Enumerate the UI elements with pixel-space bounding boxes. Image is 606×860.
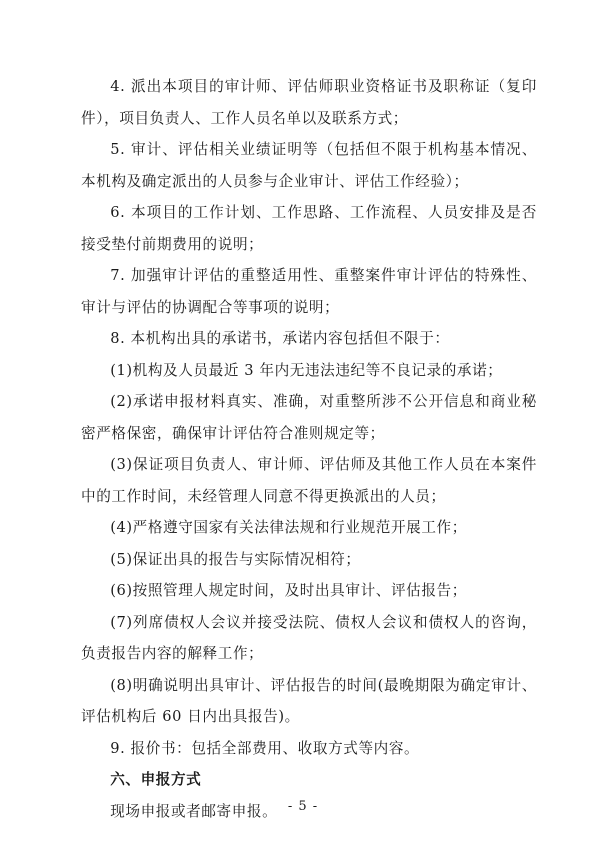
paragraph-item-8: 8. 本机构出具的承诺书，承诺内容包括但不限于： [110, 330, 450, 347]
paragraph-item-6: 6. 本项目的工作计划、工作思路、工作流程、人员安排及是否接受垫付前期费用的说明； [81, 204, 537, 253]
paragraph-item-7: 7. 加强审计评估的重整适用性、重整案件审计评估的特殊性、审计与评估的协调配合等事项的说明； [81, 267, 537, 316]
commitment-item-1: (1)机构及人员最近 3 年内无违法违纪等不良记录的承诺； [110, 361, 503, 379]
paragraph-item-4: 4. 派出本项目的审计师、评估师职业资格证书及职称证（复印件），项目负责人、工作人员名单以及联系方式； [81, 78, 537, 127]
page-number: - 5 - [287, 799, 319, 814]
commitment-item-6: (6)按照管理人规定时间，及时出具审计、评估报告； [110, 582, 467, 599]
commitment-item-2: (2)承诺申报材料真实、准确，对重整所涉不公开信息和商业秘密严格保密，确保审计评估符合准则规定等； [81, 393, 537, 442]
commitment-item-5: (5)保证出具的报告与实际情况相符； [110, 550, 361, 568]
paragraph-item-9: 9. 报价书：包括全部费用、收取方式等内容。 [110, 739, 420, 757]
commitment-item-4: (4)严格遵守国家有关法律法规和行业规范开展工作； [110, 519, 467, 536]
commitment-item-7: (7)列席债权人会议并接受法院、债权人会议和债权人的咨询，负责报告内容的解释工作； [81, 613, 537, 662]
commitment-item-8: (8)明确说明出具审计、评估报告的时间(最晚期限为确定审计、评估机构后 60 日内出具报告)。 [81, 676, 537, 725]
commitment-item-3: (3)保证项目负责人、审计师、评估师及其他工作人员在本案件中的工作时间，未经管理人同意不得更换派出的人员； [81, 456, 537, 505]
section-body: 现场申报或者邮寄申报。 [110, 802, 278, 820]
section-heading: 六、申报方式 [110, 771, 202, 788]
document-body [81, 71, 537, 827]
paragraph-item-5: 5. 审计、评估相关业绩证明等（包括但不限于机构基本情况、本机构及确定派出的人员参与企业审计、评估工作经验）； [81, 141, 537, 190]
